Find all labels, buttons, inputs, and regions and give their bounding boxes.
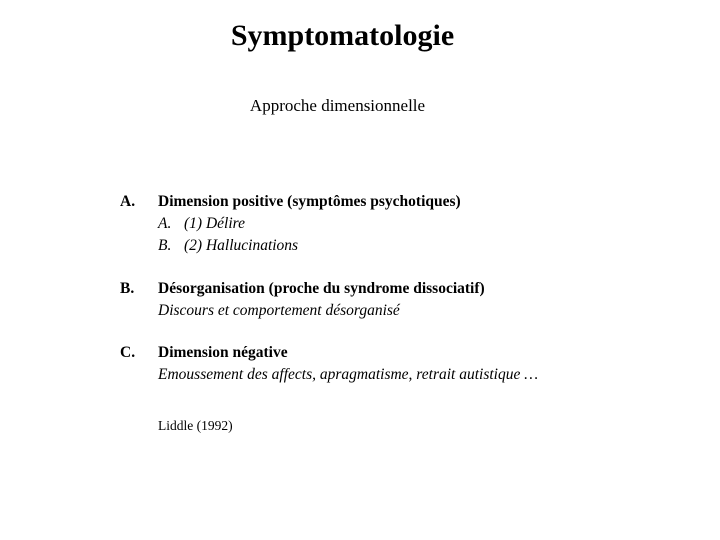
section-disorganisation (120, 278, 485, 322)
page-title: Symptomatologie (230, 19, 455, 52)
citation: Liddle (1992) (158, 418, 233, 433)
section-letter: C. (120, 344, 136, 361)
sub-item-letter: A. (158, 215, 172, 232)
section-heading: Dimension positive (symptômes psychotiques) (158, 193, 461, 210)
sub-item-text: (1) Délire (184, 215, 245, 232)
section-positive-dimension (120, 191, 461, 257)
section-detail: Discours et comportement désorganisé (158, 302, 400, 319)
section-heading: Désorganisation (proche du syndrome dissociatif) (158, 280, 485, 297)
sub-item-letter: B. (158, 237, 172, 254)
list-item (158, 213, 461, 235)
page-subtitle: Approche dimensionnelle (249, 96, 426, 115)
list-item (158, 235, 461, 257)
sub-item-text: (2) Hallucinations (184, 237, 299, 254)
section-letter: A. (120, 193, 136, 210)
section-detail: Emoussement des affects, apragmatisme, retrait autistique … (158, 366, 539, 383)
section-heading: Dimension négative (158, 344, 288, 361)
section-negative-dimension (120, 342, 538, 386)
section-letter: B. (120, 280, 135, 297)
